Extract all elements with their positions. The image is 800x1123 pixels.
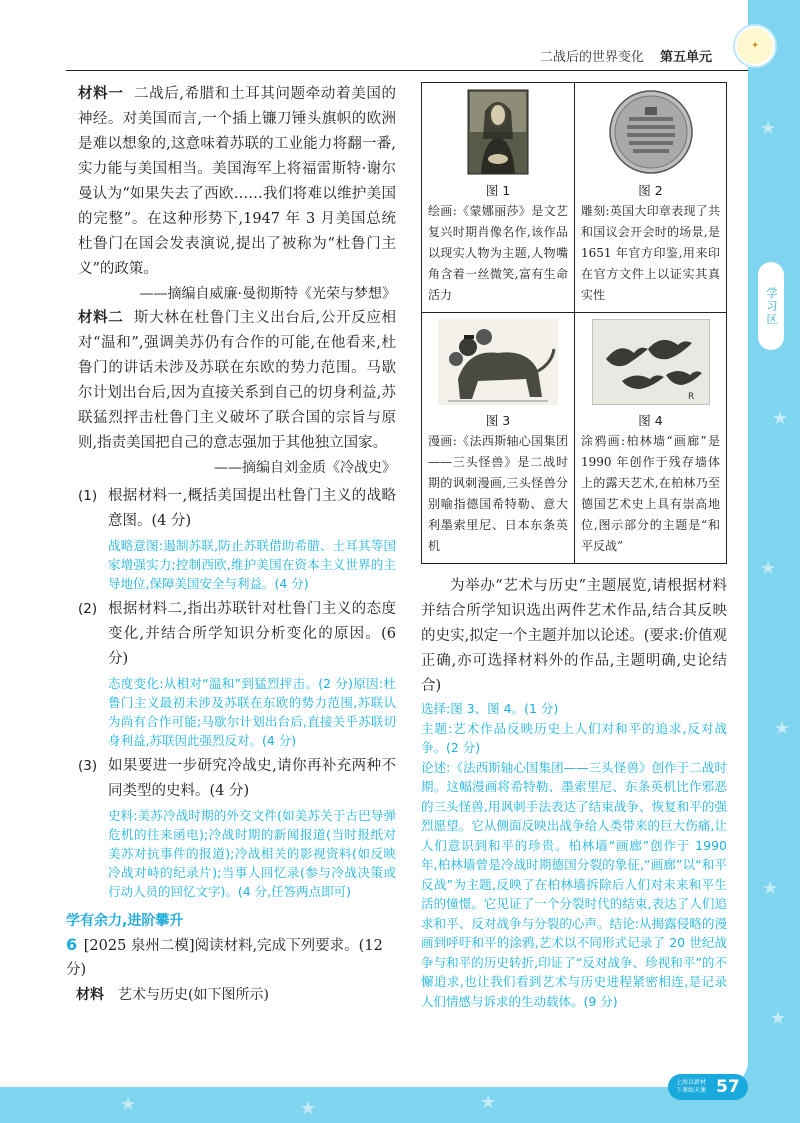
star-icon: ★ (770, 1008, 787, 1029)
question-number: (3) (78, 758, 98, 774)
star-icon: ★ (760, 558, 777, 579)
three-headed-monster-image (438, 319, 558, 405)
header-badge-icon: ✦ (735, 26, 775, 66)
star-icon: ★ (772, 408, 789, 429)
answer-6-theme: 主题:艺术作品反映历史上人们对和平的追求,反对战争。(2 分) (421, 720, 727, 755)
question-6-text: 阅读材料,完成下列要求。(12 分) (66, 938, 383, 978)
question-6-material-text: 艺术与历史(如下图所示) (118, 987, 269, 1003)
star-icon: ★ (120, 1094, 137, 1115)
figure-caption: 图 1 (485, 183, 511, 198)
question-number: (2) (78, 601, 98, 617)
section-title: 学有余力,进阶攀升 (66, 913, 184, 929)
artwork-description: 雕刻:英国大印章表现了共和国议会开会时的场景,是 1651 年官方印鉴,用来印在官方文件上以证实其真实性 (581, 204, 720, 302)
artwork-cell-4 (574, 313, 726, 563)
material-two-label: 材料二 (78, 310, 124, 326)
question-text: 如果要进一步研究冷战史,请你再补充两种不同类型的史料。(4 分) (108, 758, 396, 799)
material-two-source: ——摘编自刘金质《冷战史》 (214, 460, 396, 476)
question-6-material-label: 材料 (76, 987, 104, 1003)
mona-lisa-image (467, 89, 529, 175)
artwork-description: 漫画:《法西斯轴心国集团——三头怪兽》是二战时期的讽刺漫画,三头怪兽分别喻指德国希特勒、意大利墨索里尼、日本东条英机 (428, 434, 568, 553)
page-number-badge (668, 1074, 748, 1100)
badge-text: 上海以新材 下课练天课 (676, 1079, 707, 1094)
artwork-description: 绘画:《蒙娜丽莎》是文艺复兴时期肖像名作,该作品以现实人物为主题,人物嘴角含着一丝微笑,富有生命活力 (428, 204, 568, 302)
right-column (421, 82, 727, 1011)
material-two (78, 306, 396, 456)
answer-6-argument: 论述:《法西斯轴心国集团——三头怪兽》创作于二战时期。这幅漫画将希特勒、墨索里尼、东条英机比作邪恶的三头怪兽,用讽刺手法表达了结束战争、恢复和平的强烈愿望。它从侧面反映出战争给人类带来的巨大伤痛,让人们意识到和平的珍贵。柏林墙“画廊”创作于 1990 年,柏林墙曾是冷战时期德国分裂的象征,“画廊”以“和平反战”为主题,反映了在柏林墙拆除后人们对未来和平生活的憧憬。它见证了一个分裂时代的结束,表达了人们追求和平、反对战争与分裂的心声。结论:从揭露侵略的漫画到呼吁和平的涂鸦,艺术以不同形式记录了 20 世纪战争与和平的历史转折,印证了“反对战争、珍视和平”的不懈追求,也让我们看到艺术与历史进程紧密相连,是记录人们情感与诉求的生动载体。(9 分) (421, 759, 727, 1009)
artwork-cell-3 (422, 313, 574, 563)
artwork-cell-1 (422, 83, 574, 313)
task-instruction: 为举办“艺术与历史”主题展览,请根据材料并结合所学知识选出两件艺术作品,结合其反映的史实,拟定一个主题并加以论述。(要求:价值观正确,亦可选择材料外的作品,主题明确,史论结合) (421, 578, 727, 694)
left-column (66, 82, 397, 1008)
question-6-number: 6 (66, 935, 78, 954)
answer-3: 史料:美苏冷战时期的外交文件(如美苏关于古巴导弹危机的往来函电);冷战时期的新闻报道(当时报纸对美苏对抗事件的报道);冷战相关的影视资料(如反映冷战对峙的纪录片);当事人回忆录(参与冷战决策或行动人员的回忆文字)。(4 分,任答两点即可) (108, 808, 396, 899)
page-number: 57 (716, 1077, 740, 1097)
material-one (78, 82, 396, 282)
question-text: 根据材料一,概括美国提出杜鲁门主义的战略意图。(4 分) (108, 488, 396, 529)
star-icon: ★ (760, 118, 777, 139)
question-1 (78, 484, 396, 534)
figure-caption: 图 2 (638, 183, 663, 198)
question-2 (78, 597, 396, 672)
question-number: (1) (78, 488, 98, 504)
question-6-material (76, 982, 396, 1008)
artwork-description: 涂鸦画:柏林墙“画廊”是 1990 年创作于残存墙体上的露天艺术,在柏林乃至德国艺术史上具有崇高地位,图示部分的主题是“和平反战” (581, 434, 720, 553)
artwork-table (421, 82, 727, 564)
artwork-cell-2 (574, 83, 726, 313)
unit-number: 第五单元 (660, 50, 713, 65)
question-6 (66, 933, 396, 982)
question-3 (78, 754, 396, 804)
star-icon: ★ (480, 1092, 497, 1113)
page-header (540, 46, 712, 65)
material-one-label: 材料一 (78, 86, 124, 102)
peace-doves-image (592, 319, 710, 405)
star-icon: ★ (300, 1098, 317, 1119)
side-tab[interactable]: 学习区 (758, 262, 784, 350)
material-one-text: 二战后,希腊和土耳其问题牵动着美国的神经。对美国而言,一个插上镰刀锤头旗帜的欧洲是难以想象的,这意味着苏联的工业能力将翻一番,实力能与美国相当。美国海军上将福雷斯特·谢尔曼认为“如果失去了西欧……我们将难以维护美国的完整”。在这种形势下,1947 年 3 月美国总统杜鲁门在国会发表演说,提出了被称为“杜鲁门主义”的政策。 (78, 86, 397, 277)
figure-caption: 图 3 (485, 413, 511, 428)
question-text: 根据材料二,指出苏联针对杜鲁门主义的态度变化,并结合所学知识分析变化的原因。(6 分) (108, 601, 396, 667)
header-divider (66, 70, 748, 71)
question-6-source: [2025 泉州二模] (83, 938, 195, 954)
unit-title: 二战后的世界变化 (540, 50, 645, 65)
star-icon: ★ (774, 718, 791, 739)
material-two-text: 斯大林在杜鲁门主义出台后,公开反应相对“温和”,强调美苏仍有合作的可能,在他看来,杜鲁门的讲话未涉及苏联在东欧的势力范围。马歇尔计划出台后,因为直接关系到自己的切身利益,苏联猛烈抨击杜鲁门主义破坏了联合国的宗旨与原则,指责美国把自己的意志强加于其他独立国家。 (78, 310, 397, 451)
figure-caption: 图 4 (638, 413, 663, 428)
answer-6-choice: 选择:图 3、图 4。(1 分) (421, 701, 559, 716)
svg-text:R: R (687, 392, 694, 402)
material-one-source: ——摘编自威廉·曼彻斯特《光荣与梦想》 (139, 286, 396, 302)
star-icon: ★ (762, 878, 779, 899)
answer-2: 态度变化:从相对“温和”到猛烈抨击。(2 分)原因:杜鲁门主义最初未涉及苏联在东欧的势力范围,苏联认为尚有合作可能;马歇尔计划出台后,直接关乎苏联切身利益,苏联因此强烈反对。(4 分) (108, 676, 396, 748)
great-seal-image (607, 89, 695, 175)
answer-1: 战略意图:遏制苏联,防止苏联借助希腊、土耳其等国家增强实力;控制西欧,维护美国在资本主义世界的主导地位,保障美国安全与利益。(4 分) (108, 538, 396, 591)
